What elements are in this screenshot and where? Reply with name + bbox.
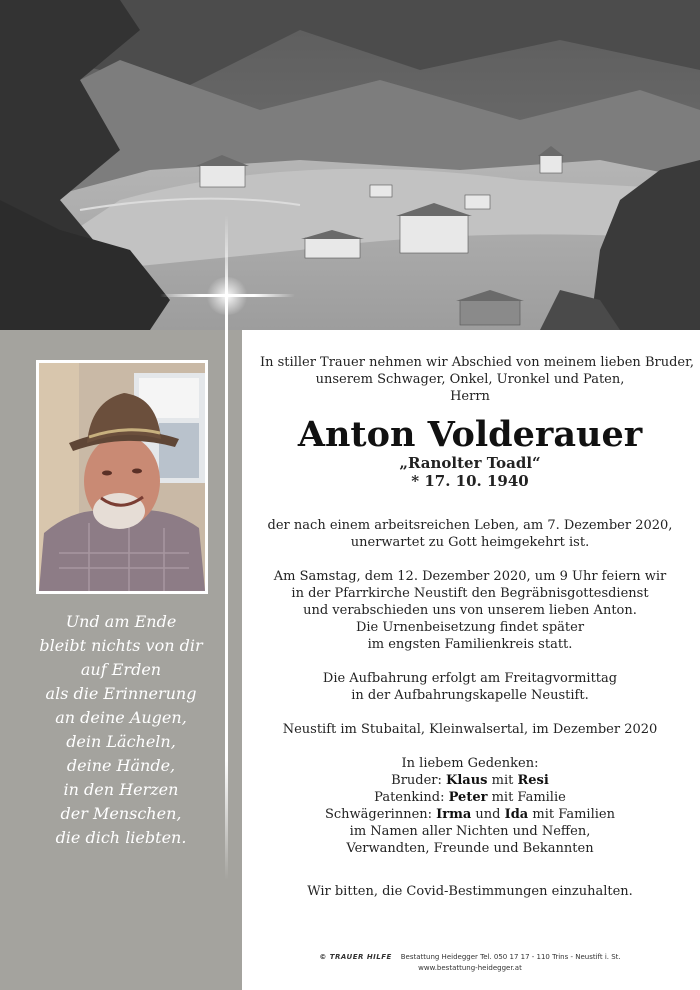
mourner-rest: mit Familie	[491, 790, 566, 805]
poem-line: dein Lächeln,	[66, 732, 176, 751]
intro-line: Herrn	[450, 389, 490, 404]
deceased-nickname: „Ranolter Toadl“	[399, 454, 541, 472]
funeral-home-footer	[260, 952, 680, 974]
mourner-name: Irma	[436, 807, 472, 822]
service-line: Am Samstag, dem 12. Dezember 2020, um 9 Uhr feiern wir	[273, 569, 667, 584]
mourner-conj: und	[475, 807, 501, 822]
mourner-name: Peter	[448, 790, 488, 805]
landscape-drawing	[0, 0, 700, 330]
funeral-brand-logo: © TRAUER HILFE	[319, 953, 392, 961]
poem-line: die dich liebten.	[55, 828, 187, 847]
funeral-home-url: www.bestattung-heidegger.at	[418, 964, 522, 972]
intro-line: unserem Schwager, Onkel, Uronkel und Paten,	[315, 372, 625, 387]
mourners-sisters-in-law	[260, 806, 680, 823]
death-text-line: der nach einem arbeitsreichen Leben, am 7. Dezember 2020,	[267, 518, 673, 533]
funeral-home-info: Bestattung Heidegger Tel. 050 17 17 - 110 Trins - Neustift i. St.	[400, 953, 621, 961]
viewing-line: in der Aufbahrungskapelle Neustift.	[351, 688, 589, 703]
mourner-name: Ida	[504, 807, 529, 822]
mourner-name: Resi	[517, 773, 549, 788]
poem-line: bleibt nichts von dir	[39, 636, 203, 655]
mourners-heading: In liebem Gedenken:	[401, 756, 539, 771]
death-text-line: unerwartet zu Gott heimgekehrt ist.	[350, 535, 590, 550]
covid-note: Wir bitten, die Covid-Bestimmungen einzuhalten.	[307, 884, 633, 899]
mourner-name: Klaus	[446, 773, 488, 788]
intro-line: In stiller Trauer nehmen wir Abschied von meinem lieben Bruder,	[260, 355, 695, 370]
poem-line: Und am Ende	[65, 612, 177, 631]
memorial-poem	[0, 610, 242, 850]
cross-glow	[205, 277, 249, 315]
service-line: und verabschieden uns von unserem lieben Anton.	[303, 603, 637, 618]
mourner-rest: mit Familien	[532, 807, 615, 822]
poem-line: als die Erinnerung	[45, 684, 197, 703]
portrait-photo-frame	[36, 360, 208, 594]
mourners-others: im Namen aller Nichten und Neffen,	[349, 824, 591, 839]
service-line: in der Pfarrkirche Neustift den Begräbnisgottesdienst	[291, 586, 649, 601]
poem-line: der Menschen,	[60, 804, 182, 823]
birth-date: * 17. 10. 1940	[411, 472, 529, 490]
poem-line: auf Erden	[80, 660, 162, 679]
mourners-godchild	[260, 789, 680, 806]
poem-line: deine Hände,	[66, 756, 176, 775]
deceased-name: Anton Volderauer	[297, 414, 643, 455]
service-line: Die Urnenbeisetzung findet später	[355, 620, 585, 635]
viewing-line: Die Aufbahrung erfolgt am Freitagvormittag	[322, 671, 618, 686]
poem-line: in den Herzen	[63, 780, 179, 799]
mourner-label: Schwägerinnen:	[325, 807, 433, 822]
mourner-conj: mit	[491, 773, 514, 788]
mourners-brother	[260, 772, 680, 789]
service-line: im engsten Familienkreis statt.	[367, 637, 573, 652]
header-landscape-photo	[0, 0, 700, 330]
mourner-label: Patenkind:	[374, 790, 445, 805]
mourners-others: Verwandten, Freunde und Bekannten	[346, 841, 594, 856]
obituary-text	[260, 354, 695, 900]
portrait-photo	[39, 363, 205, 591]
poem-line: an deine Augen,	[55, 708, 187, 727]
mourner-label: Bruder:	[391, 773, 442, 788]
place-date: Neustift im Stubaital, Kleinwalsertal, im Dezember 2020	[282, 722, 658, 737]
